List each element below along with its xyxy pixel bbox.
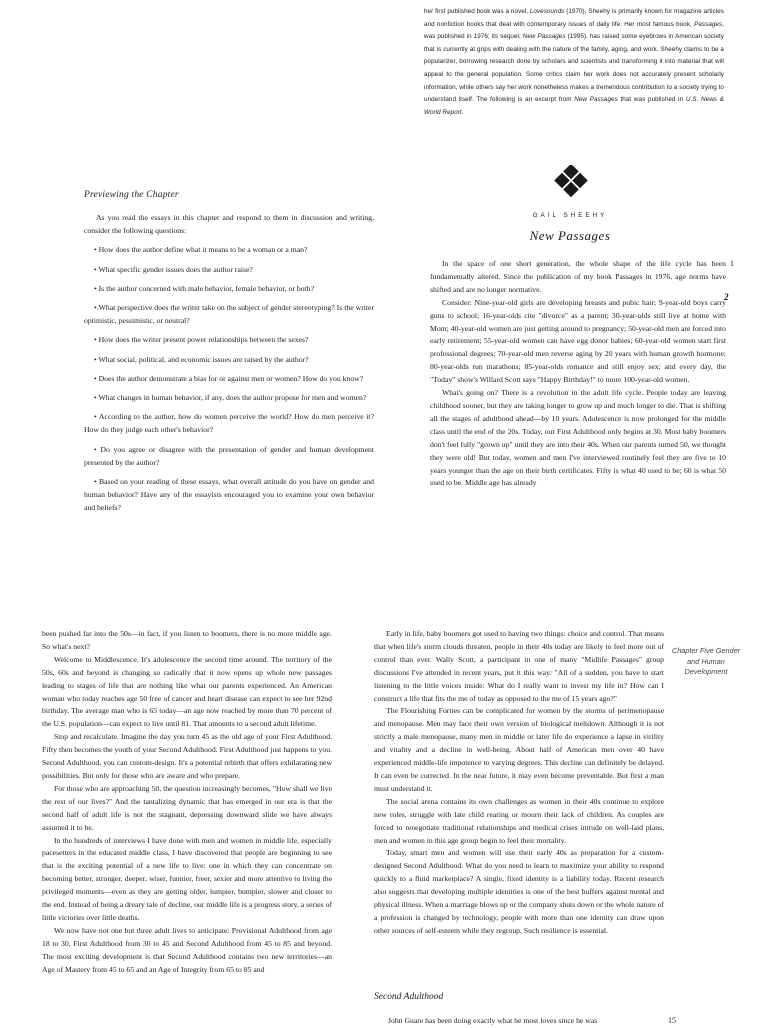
preview-question: • Do you agree or disagree with the presentation of gender and human development presented by the author? bbox=[84, 444, 374, 467]
preview-questions bbox=[84, 212, 374, 515]
preview-question: • Is the author concerned with male behavior, female behavior, or both? bbox=[94, 283, 315, 293]
paragraph-marker: 1 bbox=[730, 259, 734, 268]
bio-title-usnews: U.S. News & World Report bbox=[424, 96, 724, 116]
essay-right-column bbox=[374, 628, 664, 938]
preview-question: • Does the author demonstrate a bias for or against men or women? How do you know? bbox=[94, 373, 364, 383]
essay-paragraph: Early in life, baby boomers got used to having two things: choice and control. That means that when life's storm clouds threaten, people in their 40s today are likely to feel more out of control than ever. Wally Scott, a participant in one of many "Midlife Passages" group discussions I've attended in recent years, put it this way: "All of a sudden, you have to start listening to the little voices inside: What do I really want to invest my life in? How can I construct a life that fits the me of today as opposed to the me of 15 years ago?" bbox=[374, 629, 664, 703]
bio-text-6: (1995), has raised some eyebrows in American society that is currently at grips with dealing with the nature of the family, aging, and work. Sheehy claims to be a popularizer, borrowing research done by scholars and scientists and transforming it into material that will appeal to the general population. Some critics claim her work does not accurately present scholarly information, while others say her work nonetheless makes a tremendous contribution to a society trying to understand itself. The following is an excerpt from bbox=[424, 33, 724, 104]
diamond-ornament-icon bbox=[553, 165, 589, 201]
essay-paragraph: We now have not one but three adult lives to anticipate: Provisional Adulthood from age 18 to 30, First Adulthood from 30 to 45 and Second Adulthood from 45 to 85 and beyond. The most exciting development is that Second Adulthood contains two new territories—an Age of Mastery from 45 to 65 and an Age of Integrity from 65 to 85 and bbox=[42, 925, 332, 974]
essay-title: New Passages bbox=[529, 228, 611, 243]
bio-title-passages: Passages bbox=[694, 20, 723, 28]
preview-heading: Previewing the Chapter bbox=[84, 190, 179, 200]
bio-text-4: , was published in 1976; its sequel, bbox=[424, 20, 724, 41]
bio-text-10: . bbox=[461, 108, 464, 116]
author-bio-text bbox=[424, 6, 724, 119]
essay-opening bbox=[430, 258, 726, 490]
essay-paragraph: John Guare has been doing exactly what he most loves since he was bbox=[388, 1016, 598, 1025]
bio-text-0: her first published book was a novel, bbox=[424, 8, 530, 15]
essay-paragraph: In the space of one short generation, the whole shape of the life cycle has been fundamentally altered. Since the publication of my book Passages in 1976, age norms have shifted and are no longer normative. bbox=[430, 259, 726, 294]
preview-question: • Based on your reading of these essays, what overall attitude do you have on gender and human behavior? Have any of the essayists encouraged you to examine your own behavior and beliefs? bbox=[84, 476, 374, 512]
essay-paragraph: The Flourishing Forties can be complicated for women by the storms of perimenopause and menopause. Men may face their own version of biological meltdown. Although it is not strictly a male menopause, many men in middle or later life do experience a lapse in virility and vitality and a decline in well-being. About half of American men over 40 have experienced middle-life impotence to varying degrees. This decline can definitely be delayed. It can even be corrected. In the near future, it may even become preventable. But first a man must understand it. bbox=[374, 706, 664, 793]
essay-paragraph: Welcome to Middlescence. It's adolescence the second time around. The territory of the 50s, 60s and beyond is changing so radically that it now opens up whole new passages leading to stages of life that are nothing like what our parents experienced. An American woman who today reaches age 50 free of cancer and heart disease can expect to see her 92nd birthday. The average man who is 65 today—an age now reached by more than 70 percent of the U.S. population—can expect to live until 81. That amounts to a second adult lifetime. bbox=[42, 654, 332, 729]
essay-left-column bbox=[42, 628, 332, 976]
essay-paragraph: In the hundreds of interviews I have done with men and women in middle life, especially pacesetters in the educated middle class, I have discovered that people are beginning to see that is the exciting potential of a new life to live: one in which they can concentrate on becoming better, stronger, deeper, wiser, funnier, freer, sexier and more attentive to living the privileged moments—even as they are getting older, lumpier, bumpier, slower and closer to the end. Instead of being a dreary tale of decline, our middle life is a progress story, a series of little victories over little deaths. bbox=[42, 835, 332, 922]
essay-paragraph: Today, smart men and women will use their early 40s as preparation for a custom-designed Second Adulthood. What do you need to learn to maximize your ability to respond quickly to a fluid marketplace? A single, fixed identity is a liability today. Recent research also suggests that developing multiple identities is one of the best buffers against mental and physical illness. When a marriage blows up or the company shuts down or the whole nature of a profession is changed by technology, people with more than one identity can draw upon other sources of self-esteem while they regroup. Such resilience is essential. bbox=[374, 848, 664, 935]
essay-paragraph: been pushed far into the 50s—in fact, if you listen to boomers, there is no more middle age. So what's next? bbox=[42, 629, 332, 651]
preview-intro: As you read the essays in this chapter and respond to them in discussion and writing, consider the following questions: bbox=[84, 213, 374, 235]
essay-paragraph: For those who are approaching 50, the question increasingly becomes, "How shall we live the rest of our lives?" And the tantalizing dynamic that has emerged in our era is that the second half of adult life is not the stagnant, depressing downward slide we have always assumed it to be. bbox=[42, 783, 332, 832]
essay-paragraph: Consider: Nine-year-old girls are developing breasts and pubic hair; 9-year-old boys carry guns to school; 16-year-olds cite "divorce" as a parent; 30-year-olds still live at home with Mom; 40-year-old women are just getting around to pregnancy; 50-year-old men are forced into early retirement; 55-year-old women can have egg donor babies; 60-year-old women start first professional degrees; 70-year-old men reverse aging by 20 years with human growth hormone; 80-year-olds run marathons; 85-year-olds romance and still enjoy sex; and every day, the "Today" show's Willard Scott says "Happy Birthday!" to more 100-year-old women. bbox=[430, 297, 726, 385]
preview-question: • What changes in human behavior, if any, does the author propose for men and women? bbox=[94, 393, 367, 403]
preview-question: •.What perspective does the writer take on the subject of gender stereotyping? Is the writer optimistic, pessimistic, or neutral? bbox=[84, 303, 374, 325]
chapter-margin-label: Chapter Five Gender and Human Development bbox=[671, 646, 741, 676]
bio-text-8: that was published in bbox=[617, 96, 686, 104]
essay-paragraph: The social arena contains its own challenges as women in their 40s continue to explore new roles, struggle with late child rearing or mourn their lack of children. As couples are forced to renegotiate traditional relationships and medical crises intrude on well-laid plans, men and women in this age group begin to feel their mortality. bbox=[374, 796, 664, 845]
bio-title-new-passages: New Passages bbox=[522, 33, 566, 41]
section-heading: Second Adulthood bbox=[374, 992, 444, 1002]
preview-question: • How does the author define what it means to be a woman or a man? bbox=[94, 245, 308, 255]
preview-question: • How does the writer present power relationships between the sexes? bbox=[94, 335, 309, 345]
preview-question: • What social, political, and economic issues are raised by the author? bbox=[94, 354, 309, 364]
bio-text-2: (1970), Sheehy is primarily known for magazine articles and nonfiction books that deal with contemporary issues of daily life. Her most famous book, bbox=[424, 8, 724, 28]
essay-paragraph: What's going on? There is a revolution in the adult life cycle. People today are leaving childhood sooner, but they are taking longer to grow up and much longer to die. That is shifting all the stages of adulthood ahead—by 10 years. Adolescence is now prolonged for the middle class until the end of the 20s. Today, our First Adulthood only begins at 30. Most baby boomers don't feel fully "grown up" until they are into their 40s. When our parents turned 50, we thought they were old! But today, women and men I've interviewed routinely feel they are five to 10 years younger than the age on their birth certificates. Fifty is what 40 used to be; 60 is what 50 used to be. Middle age has already bbox=[430, 388, 726, 488]
author-bio bbox=[424, 6, 724, 119]
bio-title-new-passages-2: New Passages bbox=[574, 96, 618, 104]
page-number: 15 bbox=[668, 1016, 676, 1025]
essay-paragraph: Stop and recalculate. Imagine the day you turn 45 as the old age of your First Adulthood. Fifty then becomes the youth of your Second Adulthood. First Adulthood just happens to you. Second Adulthood, you can custom-design. It's a potential rebirth that offers exhilarating new possibilities. But only for those who are aware and who prepare. bbox=[42, 732, 332, 780]
essay-author: GAIL SHEEHY bbox=[532, 212, 608, 219]
bio-title-lovesounds: Lovesounds bbox=[529, 8, 565, 15]
paragraph-marker: 2 bbox=[724, 292, 729, 302]
preview-question: • According to the author, how do women perceive the world? How do men perceive it? How do they judge each other's behavior? bbox=[84, 412, 374, 435]
preview-question: • What specific gender issues does the author raise? bbox=[94, 264, 253, 274]
